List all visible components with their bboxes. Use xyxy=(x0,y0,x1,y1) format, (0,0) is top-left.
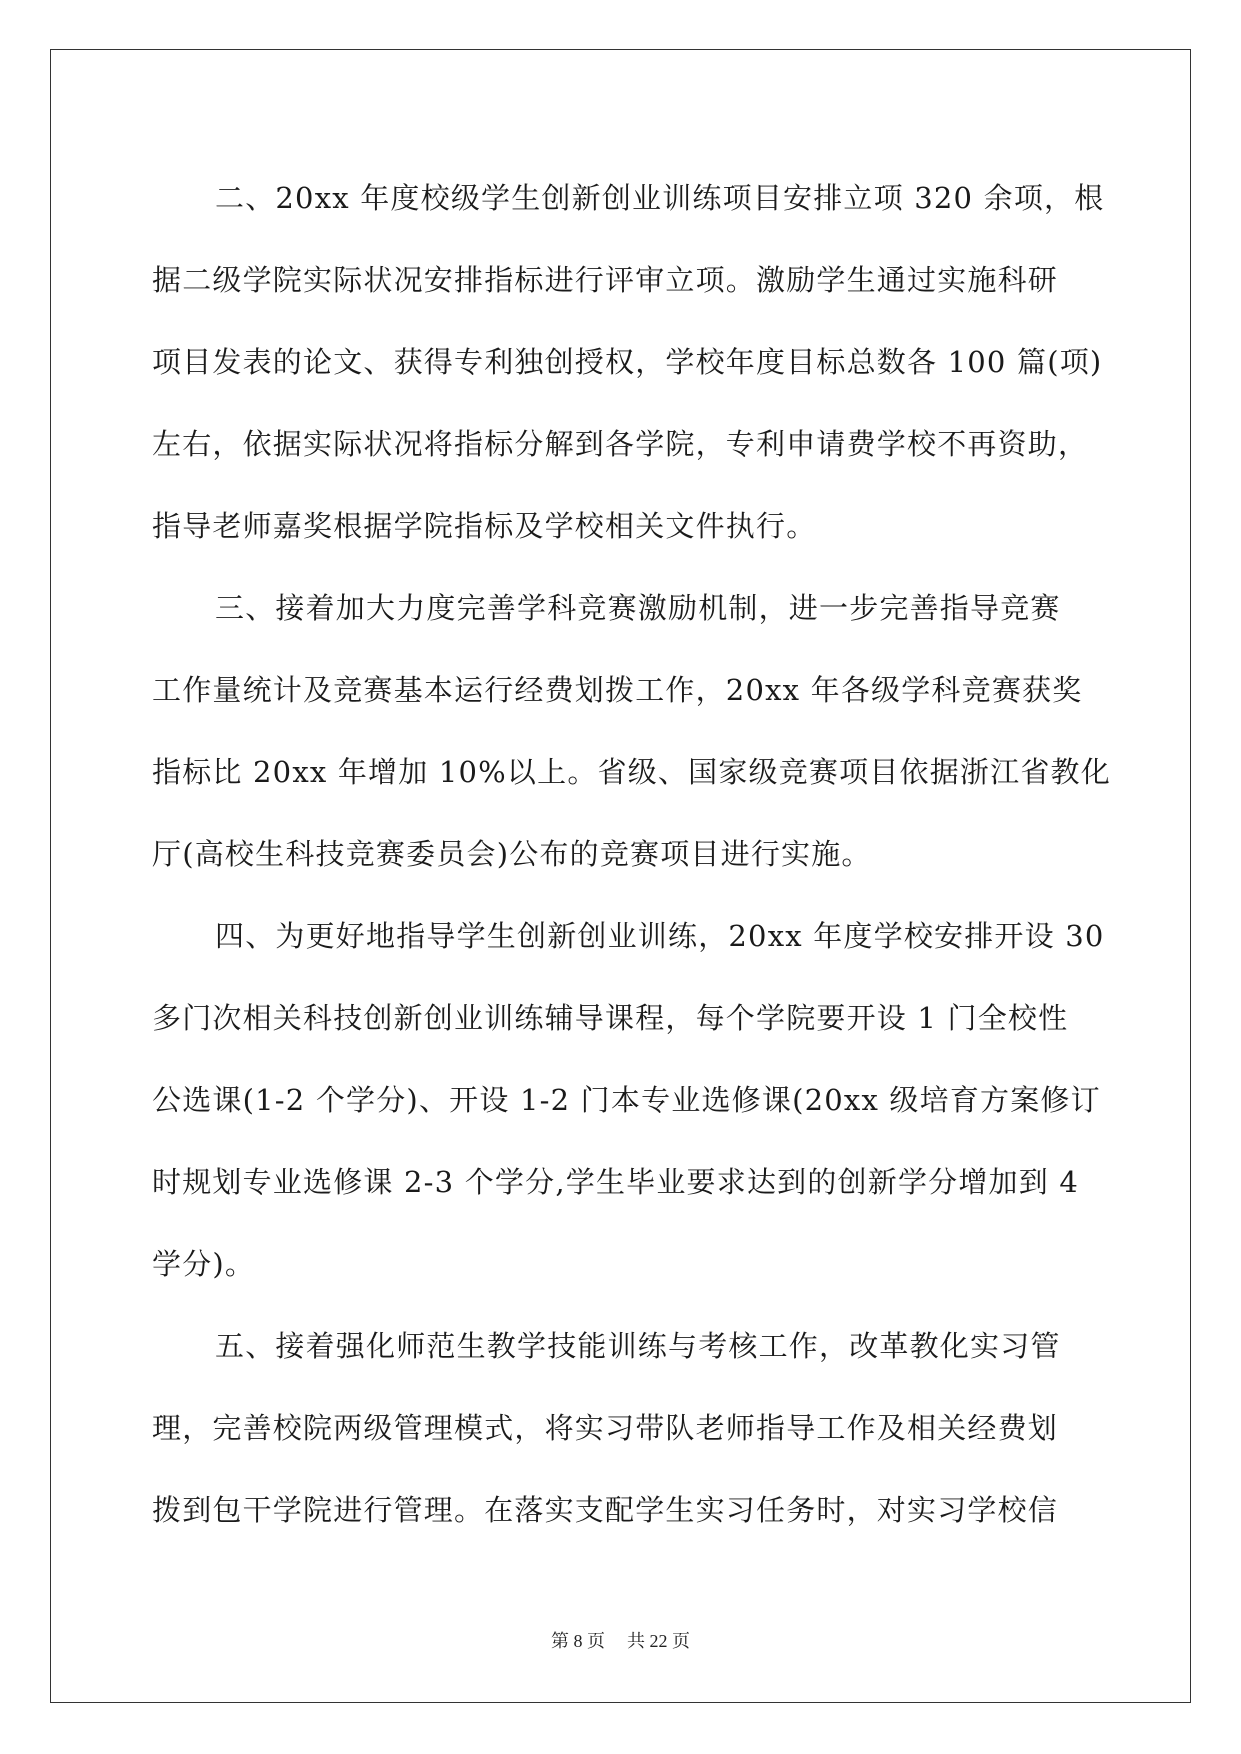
paragraph-5-line-2: 理，完善校院两级管理模式，将实习带队老师指导工作及相关经费划 xyxy=(152,1411,1059,1445)
paragraph-2-line-4: 左右，依据实际状况将指标分解到各学院，专利申请费学校不再资助， xyxy=(152,427,1089,461)
paragraph-2-line-2: 据二级学院实际状况安排指标进行评审立项。激励学生通过实施科研 xyxy=(152,263,1059,297)
paragraph-2-line-3: 项目发表的论文、获得专利独创授权，学校年度目标总数各 100 篇(项) xyxy=(152,345,1103,379)
page-number-current: 第 8 页 xyxy=(551,1631,605,1651)
paragraph-5-line-1: 五、接着强化师范生教学技能训练与考核工作，改革教化实习管 xyxy=(215,1329,1061,1363)
paragraph-4-line-3: 公选课(1-2 个学分)、开设 1-2 门本专业选修课(20xx 级培育方案修订 xyxy=(152,1083,1101,1117)
paragraph-2-line-5: 指导老师嘉奖根据学院指标及学校相关文件执行。 xyxy=(152,509,817,543)
page-number-total: 共 22 页 xyxy=(627,1631,690,1651)
paragraph-4-line-4: 时规划专业选修课 2-3 个学分,学生毕业要求达到的创新学分增加到 4 xyxy=(152,1165,1080,1199)
paragraph-4-line-1: 四、为更好地指导学生创新创业训练，20xx 年度学校安排开设 30 xyxy=(215,919,1105,953)
paragraph-2-line-1: 二、20xx 年度校级学生创新创业训练项目安排立项 320 余项，根 xyxy=(215,181,1105,215)
paragraph-4-line-2: 多门次相关科技创新创业训练辅导课程，每个学院要开设 1 门全校性 xyxy=(152,1001,1069,1035)
paragraph-3-line-4: 厅(高校生科技竞赛委员会)公布的竞赛项目进行实施。 xyxy=(152,837,872,871)
paragraph-5-line-3: 拨到包干学院进行管理。在落实支配学生实习任务时，对实习学校信 xyxy=(152,1493,1059,1527)
paragraph-4-line-5: 学分)。 xyxy=(152,1247,256,1281)
paragraph-3-line-1: 三、接着加大力度完善学科竞赛激励机制，进一步完善指导竞赛 xyxy=(215,591,1061,625)
document-body xyxy=(152,157,1111,1551)
page-footer xyxy=(0,1627,1241,1653)
paragraph-3-line-2: 工作量统计及竞赛基本运行经费划拨工作，20xx 年各级学科竞赛获奖 xyxy=(152,673,1083,707)
paragraph-3-line-3: 指标比 20xx 年增加 10%以上。省级、国家级竞赛项目依据浙江省教化 xyxy=(152,755,1111,789)
